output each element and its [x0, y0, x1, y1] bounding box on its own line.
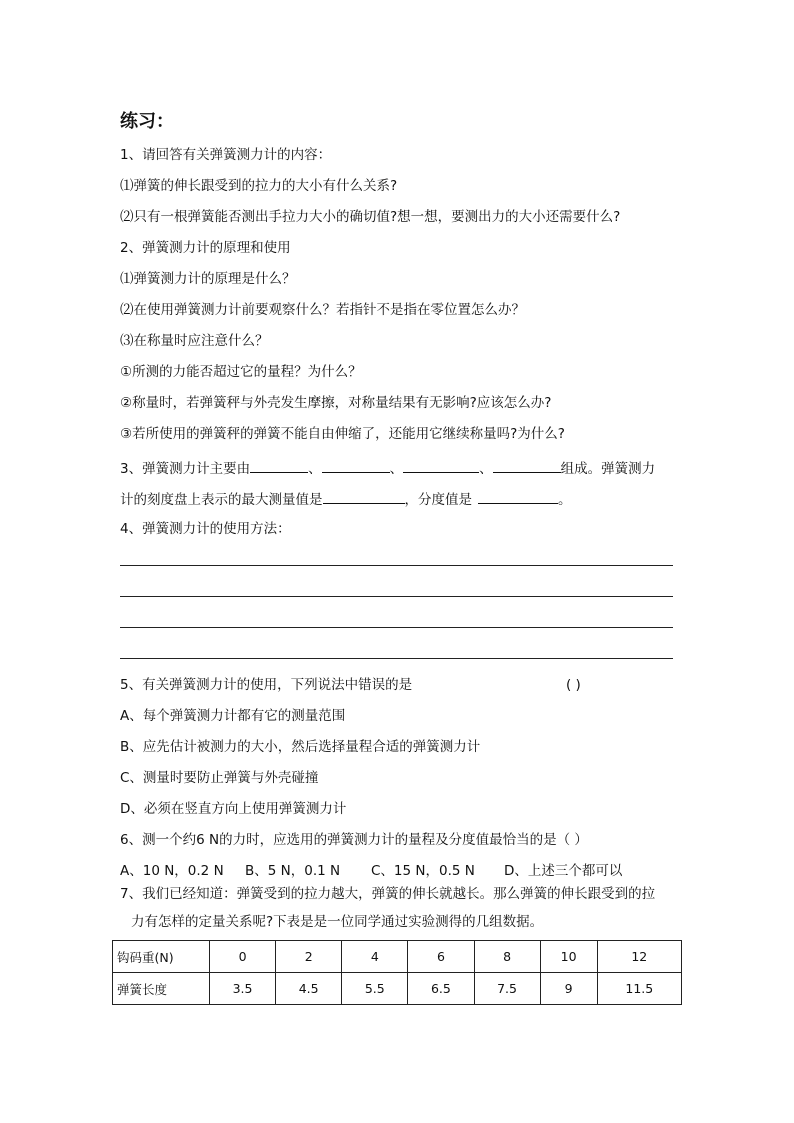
answer-line-1[interactable] [120, 565, 673, 566]
q3-blank-3[interactable] [403, 458, 479, 473]
q3-text-5: 。 [558, 492, 572, 508]
q3-blank-4[interactable] [493, 458, 561, 473]
q1-part-b: ⑵只有一根弹簧能否测出手拉力大小的确切值?想一想，要测出力的大小还需要什么? [120, 209, 621, 225]
q6-option-a: A、10 N，0.2 N [120, 863, 224, 879]
length-cell: 5.5 [342, 973, 408, 1005]
weight-cell: 6 [408, 941, 474, 973]
q2-part-a: ⑴弹簧测力计的原理是什么？ [120, 271, 296, 287]
q3-text-4: ，分度值是 [404, 492, 472, 508]
q3-blank-6[interactable] [478, 489, 558, 504]
weight-cell: 10 [540, 941, 597, 973]
q6-stem: 6、测一个约6 N的力时，应选用的弹簧测力计的量程及分度值最恰当的是（ ） [120, 832, 588, 848]
row-label-length: 弹簧长度 [113, 973, 210, 1005]
q2-sub-2: ②称量时，若弹簧秤与外壳发生摩擦，对称量结果有无影响?应该怎么办? [120, 395, 552, 411]
q3-line-1 [120, 458, 655, 477]
q6-option-c: C、15 N，0.5 N [371, 863, 475, 879]
table-row-length [113, 973, 682, 1005]
q3-text-2: 组成。弹簧测力 [560, 461, 656, 477]
answer-line-3[interactable] [120, 627, 673, 628]
length-cell: 7.5 [474, 973, 540, 1005]
q5-option-b: B、应先估计被测力的大小，然后选择量程合适的弹簧测力计 [120, 739, 481, 755]
length-cell: 3.5 [210, 973, 276, 1005]
q2-stem: 2、弹簧测力计的原理和使用 [120, 240, 291, 256]
q5-option-d: D、必须在竖直方向上使用弹簧测力计 [120, 801, 347, 817]
answer-line-2[interactable] [120, 596, 673, 597]
length-cell: 4.5 [276, 973, 342, 1005]
weight-cell: 2 [276, 941, 342, 973]
data-table [112, 940, 682, 1005]
weight-cell: 8 [474, 941, 540, 973]
row-label-weight: 钩码重(N) [113, 941, 210, 973]
q5-option-c: C、测量时要防止弹簧与外壳碰撞 [120, 770, 319, 786]
q6-option-b: B、5 N，0.1 N [245, 863, 341, 879]
q5-stem: 5、有关弹簧测力计的使用，下列说法中错误的是 [120, 677, 413, 693]
q1-stem: 1、请回答有关弹簧测力计的内容： [120, 147, 332, 163]
table-row-weight [113, 941, 682, 973]
weight-cell: 0 [210, 941, 276, 973]
q7-line-2: 力有怎样的定量关系呢?下表是是一位同学通过实验测得的几组数据。 [131, 914, 544, 930]
q7-line-1: 7、我们已经知道：弹簧受到的拉力越大，弹簧的伸长就越长。那么弹簧的伸长跟受到的拉 [120, 886, 656, 902]
q3-text-1: 3、弹簧测力计主要由 [120, 461, 251, 477]
length-cell: 9 [540, 973, 597, 1005]
q1-part-a: ⑴弹簧的伸长跟受到的拉力的大小有什么关系? [120, 178, 398, 194]
q2-part-c: ⑶在称量时应注意什么？ [120, 333, 269, 349]
q3-text-3: 计的刻度盘上表示的最大测量值是 [120, 492, 323, 508]
q5-answer-paren[interactable]: ( ) [566, 677, 581, 693]
answer-line-4[interactable] [120, 658, 673, 659]
weight-cell: 4 [342, 941, 408, 973]
q2-sub-3: ③若所使用的弹簧秤的弹簧不能自由伸缩了，还能用它继续称量吗?为什么? [120, 426, 565, 442]
q5-option-a: A、每个弹簧测力计都有它的测量范围 [120, 708, 346, 724]
weight-cell: 12 [597, 941, 681, 973]
q3-blank-5[interactable] [323, 489, 405, 504]
length-cell: 11.5 [597, 973, 681, 1005]
q2-sub-1: ①所测的力能否超过它的量程？为什么？ [120, 364, 362, 380]
q3-separator-2: 、 [389, 461, 404, 477]
length-cell: 6.5 [408, 973, 474, 1005]
q3-line-2 [120, 489, 572, 508]
q2-part-b: ⑵在使用弹簧测力计前要观察什么？若指针不是指在零位置怎么办？ [120, 302, 525, 318]
q3-blank-2[interactable] [322, 458, 390, 473]
q3-separator-1: 、 [308, 461, 322, 477]
q3-separator-3: 、 [479, 461, 493, 477]
q4-stem: 4、弹簧测力计的使用方法： [120, 521, 291, 537]
q3-blank-1[interactable] [250, 458, 308, 473]
q6-option-d: D、上述三个都可以 [504, 863, 623, 879]
page-title: 练习： [120, 111, 174, 132]
